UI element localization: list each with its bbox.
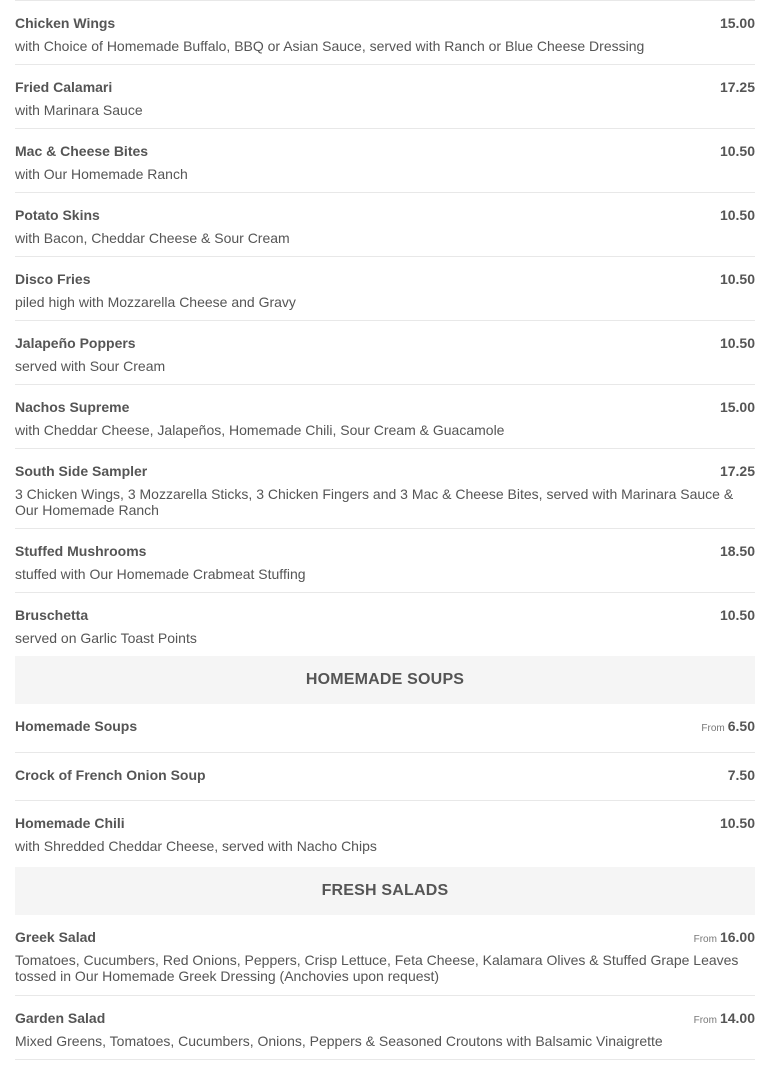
- item-description: with Bacon, Cheddar Cheese & Sour Cream: [15, 230, 290, 246]
- item-description: with Choice of Homemade Buffalo, BBQ or Asian Sauce, served with Ranch or Blue Cheese Dressing: [15, 38, 645, 54]
- item-name: Greek Salad: [15, 929, 96, 945]
- section-header-salads: FRESH SALADS: [15, 867, 755, 915]
- item-name: Garden Salad: [15, 1010, 106, 1026]
- menu-item: [15, 915, 755, 995]
- item-name: Bruschetta: [15, 607, 89, 623]
- item-description: with Shredded Cheddar Cheese, served with Nacho Chips: [15, 838, 377, 854]
- item-name: Nachos Supreme: [15, 399, 130, 415]
- item-price: 10.50: [719, 607, 755, 623]
- item-price: 17.25: [719, 79, 755, 95]
- item-price: 18.50: [719, 543, 755, 559]
- menu-item: [15, 995, 755, 1059]
- item-description: with Cheddar Cheese, Jalapeños, Homemade Chili, Sour Cream & Guacamole: [15, 422, 505, 438]
- price-value: 16.00: [719, 929, 755, 945]
- item-description: stuffed with Our Homemade Crabmeat Stuffing: [15, 566, 306, 582]
- item-name: Chicken Wings: [15, 15, 116, 31]
- item-name: Homemade Chili: [15, 815, 125, 831]
- item-price: 10.50: [719, 815, 755, 831]
- menu-item: [15, 704, 755, 752]
- item-price: 7.50: [727, 767, 755, 783]
- item-description: Mixed Greens, Tomatoes, Cucumbers, Onions, Peppers & Seasoned Croutons with Balsamic Vinaigrette: [15, 1033, 663, 1049]
- item-price: 15.00: [719, 15, 755, 31]
- item-name: Potato Skins: [15, 207, 100, 223]
- item-name: Mac & Cheese Bites: [15, 143, 149, 159]
- divider: [15, 1059, 755, 1060]
- price-value: 6.50: [727, 718, 755, 734]
- item-name: South Side Sampler: [15, 463, 148, 479]
- menu-item: [15, 528, 755, 592]
- item-name: Disco Fries: [15, 271, 91, 287]
- item-description: with Our Homemade Ranch: [15, 166, 188, 182]
- item-description: served with Sour Cream: [15, 358, 166, 374]
- item-price: 17.25: [719, 463, 755, 479]
- menu-item: [15, 128, 755, 192]
- price-value: 14.00: [719, 1010, 755, 1026]
- item-price: 15.00: [719, 399, 755, 415]
- price-from-label: From: [693, 1015, 717, 1026]
- menu-item: [15, 448, 755, 528]
- menu-item: [15, 192, 755, 256]
- item-price: 10.50: [719, 335, 755, 351]
- item-name: Crock of French Onion Soup: [15, 767, 206, 783]
- menu-item: [15, 752, 755, 800]
- price-from-label: From: [693, 934, 717, 945]
- item-name: Fried Calamari: [15, 79, 113, 95]
- menu-item: [15, 64, 755, 128]
- item-name: Jalapeño Poppers: [15, 335, 136, 351]
- item-price: [694, 929, 755, 948]
- menu-item: [15, 800, 755, 867]
- menu-item: [15, 0, 755, 64]
- section-header-soups: HOMEMADE SOUPS: [15, 656, 755, 704]
- price-from-label: From: [701, 723, 725, 734]
- item-price: [694, 1010, 755, 1029]
- item-description: served on Garlic Toast Points: [15, 630, 197, 646]
- item-price: 10.50: [719, 143, 755, 159]
- item-price: [701, 718, 755, 737]
- item-price: 10.50: [719, 207, 755, 223]
- item-name: Homemade Soups: [15, 718, 138, 734]
- item-name: Stuffed Mushrooms: [15, 543, 147, 559]
- item-description: with Marinara Sauce: [15, 102, 143, 118]
- item-description: Tomatoes, Cucumbers, Red Onions, Peppers, Crisp Lettuce, Feta Cheese, Kalamara Olives & Stuffed Grape Leaves tossed in Our Homemade Greek Dressing (Anchovies upon request): [15, 952, 739, 984]
- menu-item: [15, 320, 755, 384]
- item-price: 10.50: [719, 271, 755, 287]
- menu-item: [15, 592, 755, 656]
- menu-item: [15, 384, 755, 448]
- menu: [15, 0, 755, 1060]
- menu-item: [15, 256, 755, 320]
- item-description: piled high with Mozzarella Cheese and Gravy: [15, 294, 296, 310]
- item-description: 3 Chicken Wings, 3 Mozzarella Sticks, 3 Chicken Fingers and 3 Mac & Cheese Bites, served with Marinara Sauce & Our Homemade Ranch: [15, 486, 734, 518]
